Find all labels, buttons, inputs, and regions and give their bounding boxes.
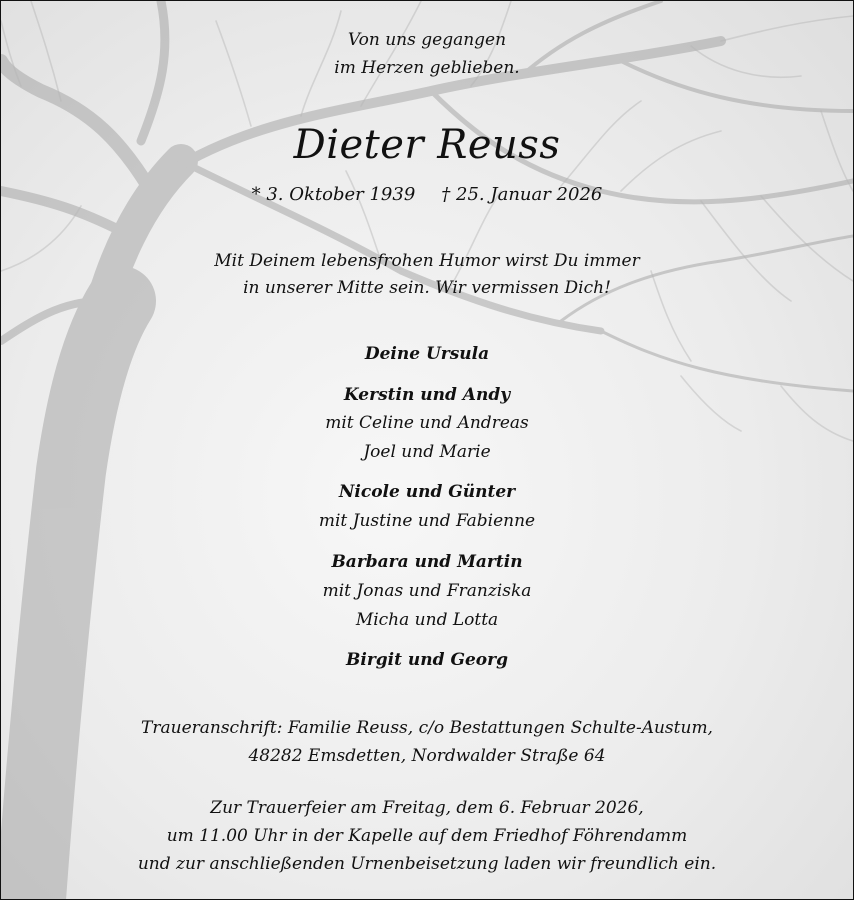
intro-line-1: Von uns gegangen [347, 30, 507, 50]
family-name-nicole: Nicole und Günter [338, 482, 516, 502]
address-line-2: 48282 Emsdetten, Nordwalder Straße 64 [248, 746, 606, 766]
intro-line-2: im Herzen geblieben. [334, 58, 520, 78]
family-member-line: Joel und Marie [363, 442, 491, 462]
family-name-barbara: Barbara und Martin [331, 552, 523, 572]
family-name-ursula: Deine Ursula [364, 344, 490, 364]
family-name-kerstin: Kerstin und Andy [343, 385, 511, 405]
quote-line-2: in unserer Mitte sein. Wir vermissen Dich! [243, 278, 611, 298]
notice-text [1, 1, 853, 899]
death-date: † 25. Januar 2026 [441, 184, 603, 205]
quote-line-1: Mit Deinem lebensfrohen Humor wirst Du immer [214, 251, 640, 271]
ceremony-line-2: um 11.00 Uhr in der Kapelle auf dem Friedhof Föhrendamm [166, 826, 688, 846]
birth-date: * 3. Oktober 1939 [251, 184, 416, 205]
family-member-line: mit Celine und Andreas [325, 413, 529, 433]
deceased-name: Dieter Reuss [293, 122, 561, 168]
family-member-line: mit Jonas und Franziska [322, 581, 532, 601]
ceremony-line-3: und zur anschließenden Urnenbeisetzung laden wir freundlich ein. [137, 854, 717, 874]
address-line-1: Traueranschrift: Familie Reuss, c/o Bestattungen Schulte-Austum, [141, 718, 713, 738]
family-member-line: Micha und Lotta [355, 610, 499, 630]
ceremony-line-1: Zur Trauerfeier am Freitag, dem 6. Februar 2026, [210, 798, 644, 818]
family-name-birgit: Birgit und Georg [346, 650, 508, 670]
life-dates [1, 181, 853, 209]
family-member-line: mit Justine und Fabienne [318, 511, 536, 531]
